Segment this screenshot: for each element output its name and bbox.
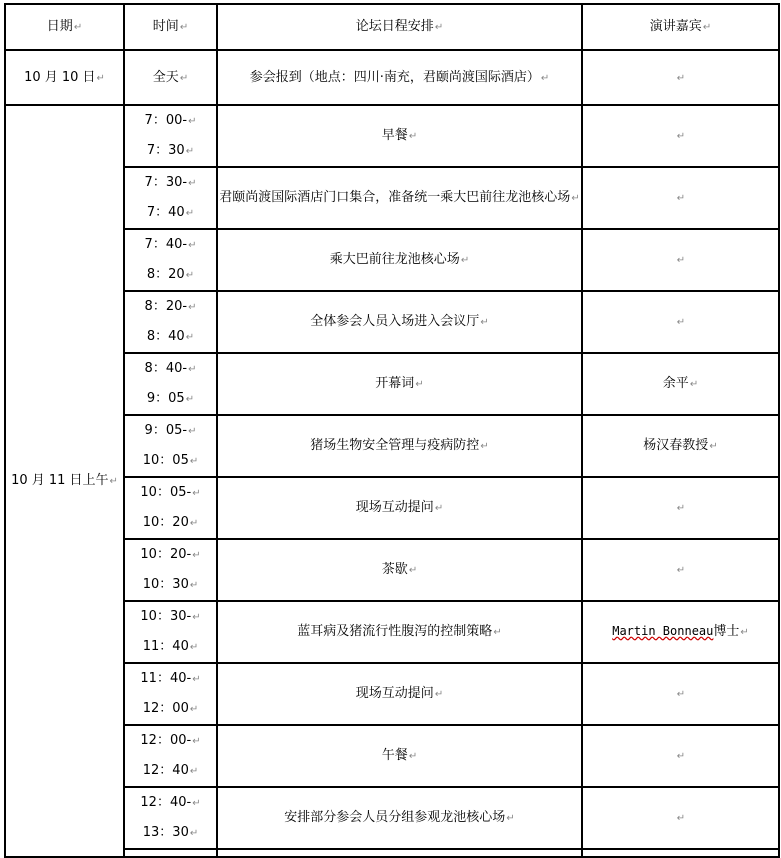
event-cell: 午餐↵ [217, 725, 582, 787]
time-cell: 10：30-↵ 11：40↵ [124, 601, 217, 663]
header-speaker: 演讲嘉宾↵ [582, 4, 779, 50]
event-cell: 早餐↵ [217, 105, 582, 167]
event-cell [217, 849, 582, 857]
event-cell: 茶歇↵ [217, 539, 582, 601]
date-cell: 10 月 10 日↵ [5, 50, 124, 105]
time-cell: 12：40-↵ 13：30↵ [124, 787, 217, 849]
table-row [5, 105, 779, 167]
header-schedule: 论坛日程安排↵ [217, 4, 582, 50]
table-row [5, 50, 779, 105]
speaker-cell: ↵ [582, 105, 779, 167]
event-cell: 蓝耳病及猪流行性腹泻的控制策略↵ [217, 601, 582, 663]
speaker-cell: 杨汉春教授↵ [582, 415, 779, 477]
time-cell: 12：00-↵ 12：40↵ [124, 725, 217, 787]
time-cell: 7：00-↵ 7：30↵ [124, 105, 217, 167]
event-cell: 参会报到（地点：四川·南充，君颐尚渡国际酒店）↵ [217, 50, 582, 105]
time-cell: 10：20-↵ 10：30↵ [124, 539, 217, 601]
speaker-cell: ↵ [582, 291, 779, 353]
speaker-cell: Martin Bonneau博士↵ [582, 601, 779, 663]
speaker-cell: ↵ [582, 787, 779, 849]
speaker-cell [582, 849, 779, 857]
date-cell-merged: 10 月 11 日上午↵ [5, 105, 124, 857]
event-cell: 猪场生物安全管理与疫病防控↵ [217, 415, 582, 477]
event-cell: 全体参会人员入场进入会议厅↵ [217, 291, 582, 353]
time-cell: 11：40-↵ 12：00↵ [124, 663, 217, 725]
time-cell: 7：30-↵ 7：40↵ [124, 167, 217, 229]
time-cell: 8：40-↵ 9：05↵ [124, 353, 217, 415]
speaker-cell: ↵ [582, 725, 779, 787]
time-cell: 全天↵ [124, 50, 217, 105]
time-cell [124, 849, 217, 857]
event-cell: 君颐尚渡国际酒店门口集合，准备统一乘大巴前往龙池核心场↵ [217, 167, 582, 229]
speaker-cell: ↵ [582, 229, 779, 291]
event-cell: 现场互动提问↵ [217, 477, 582, 539]
event-cell: 乘大巴前往龙池核心场↵ [217, 229, 582, 291]
speaker-cell: ↵ [582, 167, 779, 229]
speaker-cell: ↵ [582, 663, 779, 725]
speaker-name-en: Martin Bonneau [612, 624, 714, 638]
table-header-row [5, 4, 779, 50]
time-cell: 10：05-↵ 10：20↵ [124, 477, 217, 539]
time-cell: 9：05-↵ 10：05↵ [124, 415, 217, 477]
event-cell: 开幕词↵ [217, 353, 582, 415]
event-cell: 安排部分参会人员分组参观龙池核心场↵ [217, 787, 582, 849]
schedule-table [4, 3, 780, 858]
speaker-cell: ↵ [582, 477, 779, 539]
header-date: 日期↵ [5, 4, 124, 50]
event-cell: 现场互动提问↵ [217, 663, 582, 725]
header-time: 时间↵ [124, 4, 217, 50]
speaker-cell: ↵ [582, 539, 779, 601]
speaker-cell: ↵ [582, 50, 779, 105]
speaker-cell: 余平↵ [582, 353, 779, 415]
time-cell: 7：40-↵ 8：20↵ [124, 229, 217, 291]
time-cell: 8：20-↵ 8：40↵ [124, 291, 217, 353]
